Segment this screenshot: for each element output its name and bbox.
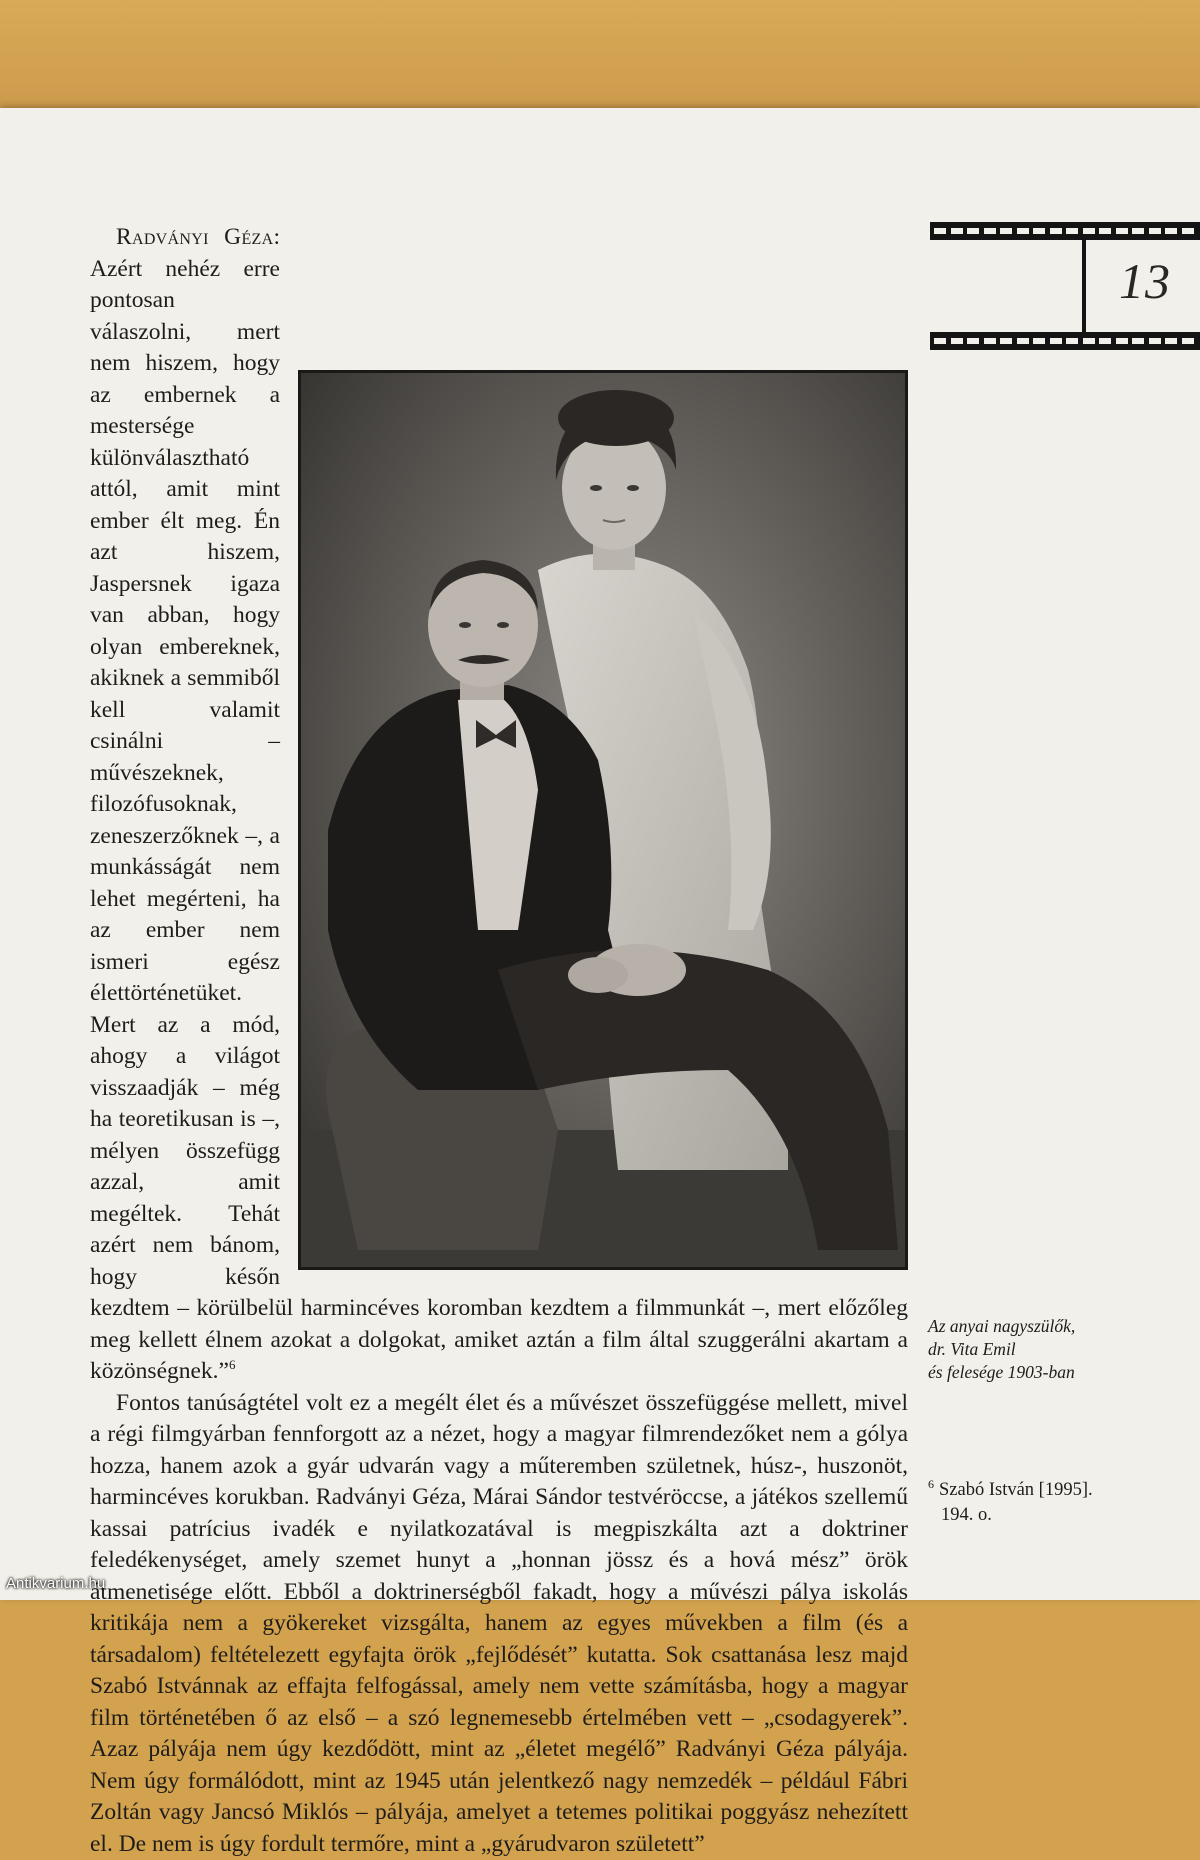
film-strip-top bbox=[930, 222, 1200, 240]
caption-line: Az anyai nagyszülők, bbox=[928, 1315, 1148, 1338]
film-perforation bbox=[967, 338, 979, 344]
film-perforation bbox=[1149, 338, 1161, 344]
film-perforation bbox=[1017, 338, 1029, 344]
film-perforation bbox=[1033, 338, 1045, 344]
film-perforation bbox=[1000, 338, 1012, 344]
speaker-name: Radványi Géza bbox=[116, 224, 273, 250]
film-perforation bbox=[1099, 228, 1111, 234]
film-perforation bbox=[1149, 228, 1161, 234]
photo-caption bbox=[928, 1315, 1148, 1384]
film-perforation bbox=[1050, 228, 1062, 234]
film-perforation bbox=[1165, 338, 1177, 344]
film-perforation bbox=[934, 338, 946, 344]
footnote-reference[interactable]: 6 bbox=[229, 1357, 236, 1372]
portrait-photo bbox=[298, 370, 908, 1270]
film-perforation bbox=[1083, 338, 1095, 344]
footnote bbox=[928, 1478, 1148, 1528]
commentary-paragraph: Fontos tanúságtétel volt ez a megélt élet és a művészet összefüggése mellett, mivel a régi filmgyárban fennforgott az a nézet, hogy a magyar filmrendezőket nem a gólya hozza, hanem azok a gyár udvarán vagy a műteremben születnek, húsz-, huszonöt, harmincéves korukban. Radványi Géza, Márai Sándor testvéröccse, a játékos szellemű kassai patrícius ivadék e nyilatkozatával is megpiszkálta azt a doktriner feledékenységet, amely szemet hunyt a „honnan jössz és a hová mész” örök átmenetisége előtt. Ebből a doktrinerségből fakadt, hogy a művészi pálya iskolás kritikája nem a gyökereket vizsgálta, hanem az egyes művekben a film (és a társadalom) feltételezett egyfajta örök „fejlődését” kutatta. Sok csattanása lesz majd Szabó Istvánnak az effajta felfogással, amely nem vette számításba, hogy a magyar film történetében ő az első – a szó legnemesebb értelmében vett – „csodagyerek”. Azaz pályája nem úgy kezdődött, mint az „életet megélő” Radványi Géza pályája. Nem úgy formálódott, mint az 1945 után jelentkező nagy nemzedék – például Fábri Zoltán vagy Jancsó Miklós – pályája, amelyet a tetemes politikai poggyász nehezített el. De nem is úgy fordult termőre, mint a „gyárudvaron született” bbox=[90, 1388, 908, 1860]
film-perforation bbox=[984, 338, 996, 344]
quote-text: : Azért nehéz erre pontosan válaszolni, mert nem hiszem, hogy az embernek a mestersége különválasztható attól, amit mint ember élt meg. Én azt hiszem, Jaspersnek igaza van abban, hogy olyan embereknek, akiknek a semmiből kell valamit csinálni – művészeknek, filozófusoknak, zeneszerzőknek –, a munkásságát nem lehet megérteni, ha az ember nem ismeri egész élettörténetüket. Mert az a mód, ahogy a világot visszaadják – még ha teoretikusan is –, mélyen összefügg azzal, amit megéltek. Tehát azért nem bánom, hogy későn kezdtem – körülbelül harmincéves koromban kezdtem a filmmunkát –, mert előzőleg meg kellett élnem azokat a dolgokat, amiket aztán a film által szuggerálni akartam a közönségnek.” bbox=[90, 224, 908, 1384]
film-perforation bbox=[1182, 228, 1194, 234]
film-perforation bbox=[951, 338, 963, 344]
film-strip-bottom bbox=[930, 332, 1200, 350]
article-body bbox=[90, 222, 908, 1860]
film-perforation bbox=[1050, 338, 1062, 344]
photo-frame bbox=[298, 370, 908, 1278]
film-perforation bbox=[1099, 338, 1111, 344]
film-perforation bbox=[1182, 338, 1194, 344]
film-perforation bbox=[934, 228, 946, 234]
film-perforation bbox=[1033, 228, 1045, 234]
footnote-mark: 6 bbox=[928, 1477, 934, 1491]
film-perforation bbox=[1132, 228, 1144, 234]
footnote-page: 194. o. bbox=[928, 1503, 1148, 1528]
page-number: 13 bbox=[1095, 252, 1195, 310]
film-perforation bbox=[1017, 228, 1029, 234]
film-perforation bbox=[1000, 228, 1012, 234]
film-perforation bbox=[1116, 338, 1128, 344]
film-perforation bbox=[1116, 228, 1128, 234]
footnote-citation: Szabó István [1995]. bbox=[939, 1480, 1093, 1500]
film-strip-page-marker bbox=[930, 222, 1200, 350]
caption-line: és felesége 1903-ban bbox=[928, 1361, 1148, 1384]
film-perforation bbox=[984, 228, 996, 234]
caption-line: dr. Vita Emil bbox=[928, 1338, 1148, 1361]
film-perforation bbox=[1083, 228, 1095, 234]
film-perforation bbox=[1066, 338, 1078, 344]
film-perforation bbox=[1066, 228, 1078, 234]
film-perforation bbox=[1132, 338, 1144, 344]
watermark: Antikvarium.hu bbox=[6, 1575, 105, 1592]
film-perforation bbox=[1165, 228, 1177, 234]
film-perforation bbox=[951, 228, 963, 234]
film-perforation bbox=[967, 228, 979, 234]
